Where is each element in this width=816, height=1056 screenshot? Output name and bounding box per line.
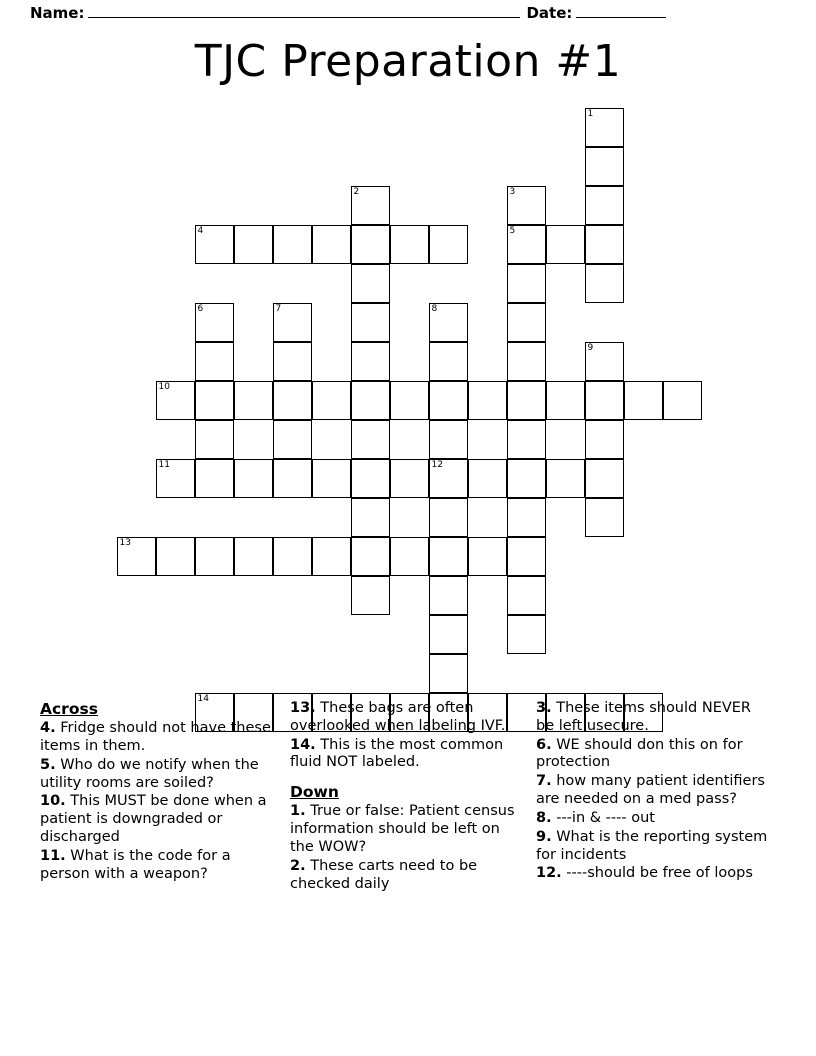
clue-text: What is the reporting system for incidents [536, 828, 768, 863]
cell-number: 14 [197, 694, 209, 704]
name-date-line [30, 4, 786, 22]
crossword-cell[interactable] [351, 264, 390, 303]
clue-across-11 [40, 848, 276, 884]
cell-number: 13 [119, 538, 131, 548]
clue-text: What is the code for a person with a weapon? [40, 847, 231, 882]
crossword-cell[interactable] [351, 186, 390, 225]
clue-down-3 [536, 700, 768, 736]
clue-text: Fridge should not have these items in them. [40, 720, 271, 754]
cell-number: 9 [587, 343, 594, 353]
crossword-cell[interactable] [507, 342, 546, 381]
clue-number: 1. [290, 803, 306, 820]
clue-down-6 [536, 737, 768, 773]
crossword-cell[interactable] [312, 381, 351, 420]
crossword-cell[interactable] [507, 576, 546, 615]
crossword-grid[interactable] [0, 108, 816, 704]
crossword-cell[interactable] [585, 420, 624, 459]
crossword-cell[interactable] [195, 303, 234, 342]
clue-number: 12. [536, 865, 562, 882]
crossword-cell[interactable] [390, 381, 429, 420]
crossword-cell[interactable] [312, 459, 351, 498]
crossword-cell[interactable] [507, 186, 546, 225]
crossword-cell[interactable] [585, 264, 624, 303]
crossword-cell[interactable] [273, 459, 312, 498]
crossword-cell[interactable] [507, 615, 546, 654]
crossword-cell[interactable] [429, 303, 468, 342]
crossword-cell[interactable] [546, 225, 585, 264]
page-title: TJC Preparation #1 [194, 36, 622, 87]
clue-down-9 [536, 829, 768, 865]
clue-across-10 [40, 793, 276, 846]
clue-text: True or false: Patient census information should be left on the WOW? [290, 803, 515, 856]
clues-column-1 [40, 700, 276, 895]
crossword-cell[interactable] [663, 381, 702, 420]
clue-down-8 [536, 810, 768, 828]
down-heading: Down [290, 783, 339, 802]
crossword-cell[interactable] [507, 498, 546, 537]
crossword-cell[interactable] [234, 225, 273, 264]
clue-text: ---in & ---- out [556, 809, 655, 826]
clue-number: 3. [536, 700, 552, 716]
crossword-cell[interactable] [429, 342, 468, 381]
crossword-cell[interactable] [351, 342, 390, 381]
crossword-cell[interactable] [195, 420, 234, 459]
crossword-cell[interactable] [195, 225, 234, 264]
clue-text: This MUST be done when a patient is downgraded or discharged [40, 793, 267, 846]
crossword-cell[interactable] [429, 654, 468, 693]
across-heading: Across [40, 700, 98, 718]
cell-number: 11 [158, 460, 170, 470]
crossword-cell[interactable] [156, 381, 195, 420]
crossword-cell[interactable] [507, 264, 546, 303]
clue-across-4 [40, 720, 276, 756]
crossword-cell[interactable] [351, 537, 390, 576]
clues-section [40, 700, 780, 895]
clue-text: Who do we notify when the utility rooms are soiled? [40, 756, 259, 791]
clue-down-1 [290, 803, 522, 856]
crossword-cell[interactable] [273, 342, 312, 381]
crossword-cell[interactable] [585, 147, 624, 186]
clue-text: These carts need to be checked daily [290, 857, 478, 892]
crossword-cell[interactable] [429, 420, 468, 459]
clue-number: 10. [40, 793, 66, 810]
crossword-cell[interactable] [351, 576, 390, 615]
crossword-cell[interactable] [351, 303, 390, 342]
crossword-cell[interactable] [546, 381, 585, 420]
crossword-cell[interactable] [312, 537, 351, 576]
crossword-cell[interactable] [273, 381, 312, 420]
crossword-cell[interactable] [312, 225, 351, 264]
crossword-cell[interactable] [429, 225, 468, 264]
crossword-cell[interactable] [507, 381, 546, 420]
crossword-cell[interactable] [351, 498, 390, 537]
crossword-cell[interactable] [390, 225, 429, 264]
crossword-cell[interactable] [351, 225, 390, 264]
crossword-cell[interactable] [429, 576, 468, 615]
cell-number: 6 [197, 304, 204, 314]
crossword-cell[interactable] [156, 537, 195, 576]
clue-number: 9. [536, 828, 552, 845]
clue-down-7 [536, 773, 768, 809]
clue-across-13 [290, 700, 522, 736]
crossword-cell[interactable] [234, 459, 273, 498]
crossword-cell[interactable] [117, 537, 156, 576]
cell-number: 10 [158, 382, 170, 392]
crossword-cell[interactable] [234, 381, 273, 420]
crossword-cell[interactable] [429, 381, 468, 420]
crossword-cell[interactable] [624, 381, 663, 420]
clue-text: This is the most common fluid NOT labeled. [290, 736, 504, 771]
crossword-cell[interactable] [468, 537, 507, 576]
clue-number: 6. [536, 736, 552, 753]
name-label: Name: [30, 4, 85, 22]
cell-number: 7 [275, 304, 282, 314]
crossword-cell[interactable] [195, 381, 234, 420]
crossword-cell[interactable] [273, 225, 312, 264]
crossword-cell[interactable] [390, 537, 429, 576]
clue-number: 13. [290, 700, 316, 716]
crossword-cell[interactable] [351, 420, 390, 459]
cell-number: 12 [431, 460, 443, 470]
crossword-cell[interactable] [507, 537, 546, 576]
crossword-cell[interactable] [507, 225, 546, 264]
clue-number: 4. [40, 720, 56, 737]
clue-text: These bags are often overlooked when labeling IVF. [290, 700, 506, 734]
clues-column-2 [290, 700, 522, 895]
clue-text: how many patient identifiers are needed on a med pass? [536, 773, 765, 808]
clue-number: 14. [290, 736, 316, 753]
crossword-cell[interactable] [429, 459, 468, 498]
crossword-cell[interactable] [273, 537, 312, 576]
crossword-cell[interactable] [195, 537, 234, 576]
clue-number: 8. [536, 809, 552, 826]
crossword-cell[interactable] [585, 498, 624, 537]
clue-number: 11. [40, 847, 66, 864]
crossword-cell[interactable] [273, 303, 312, 342]
crossword-cell[interactable] [585, 381, 624, 420]
crossword-cell[interactable] [273, 420, 312, 459]
crossword-cell[interactable] [429, 537, 468, 576]
crossword-cell[interactable] [507, 420, 546, 459]
clue-text: WE should don this on for protection [536, 736, 743, 771]
cell-number: 5 [509, 226, 516, 236]
crossword-cell[interactable] [195, 459, 234, 498]
crossword-cell[interactable] [585, 459, 624, 498]
crossword-cell[interactable] [585, 225, 624, 264]
clue-across-14 [290, 737, 522, 773]
clues-column-3 [536, 700, 768, 895]
clue-number: 2. [290, 857, 306, 874]
date-label: Date: [526, 4, 573, 22]
crossword-cell[interactable] [585, 342, 624, 381]
clue-down-2 [290, 858, 522, 894]
clue-down-12 [536, 865, 768, 883]
clue-across-5 [40, 757, 276, 793]
crossword-cell[interactable] [507, 303, 546, 342]
crossword-cell[interactable] [429, 498, 468, 537]
clue-number: 7. [536, 773, 552, 790]
crossword-cell[interactable] [546, 459, 585, 498]
crossword-cell[interactable] [429, 615, 468, 654]
cell-number: 1 [587, 109, 594, 119]
crossword-cell[interactable] [351, 381, 390, 420]
clue-text: ----should be free of loops [566, 865, 753, 882]
crossword-cell[interactable] [195, 342, 234, 381]
cell-number: 3 [509, 187, 516, 197]
crossword-cell[interactable] [351, 459, 390, 498]
crossword-cell[interactable] [156, 459, 195, 498]
crossword-cell[interactable] [468, 381, 507, 420]
cell-number: 8 [431, 304, 438, 314]
crossword-cell[interactable] [390, 459, 429, 498]
crossword-cell[interactable] [507, 459, 546, 498]
crossword-cell[interactable] [585, 186, 624, 225]
crossword-cell[interactable] [585, 108, 624, 147]
cell-number: 2 [353, 187, 360, 197]
name-write-line[interactable] [88, 5, 520, 18]
clue-text: These items should NEVER be left usecure. [536, 700, 752, 734]
date-write-line[interactable] [576, 5, 666, 18]
crossword-cell[interactable] [468, 459, 507, 498]
crossword-cell[interactable] [234, 537, 273, 576]
cell-number: 4 [197, 226, 204, 236]
clue-number: 5. [40, 756, 56, 773]
